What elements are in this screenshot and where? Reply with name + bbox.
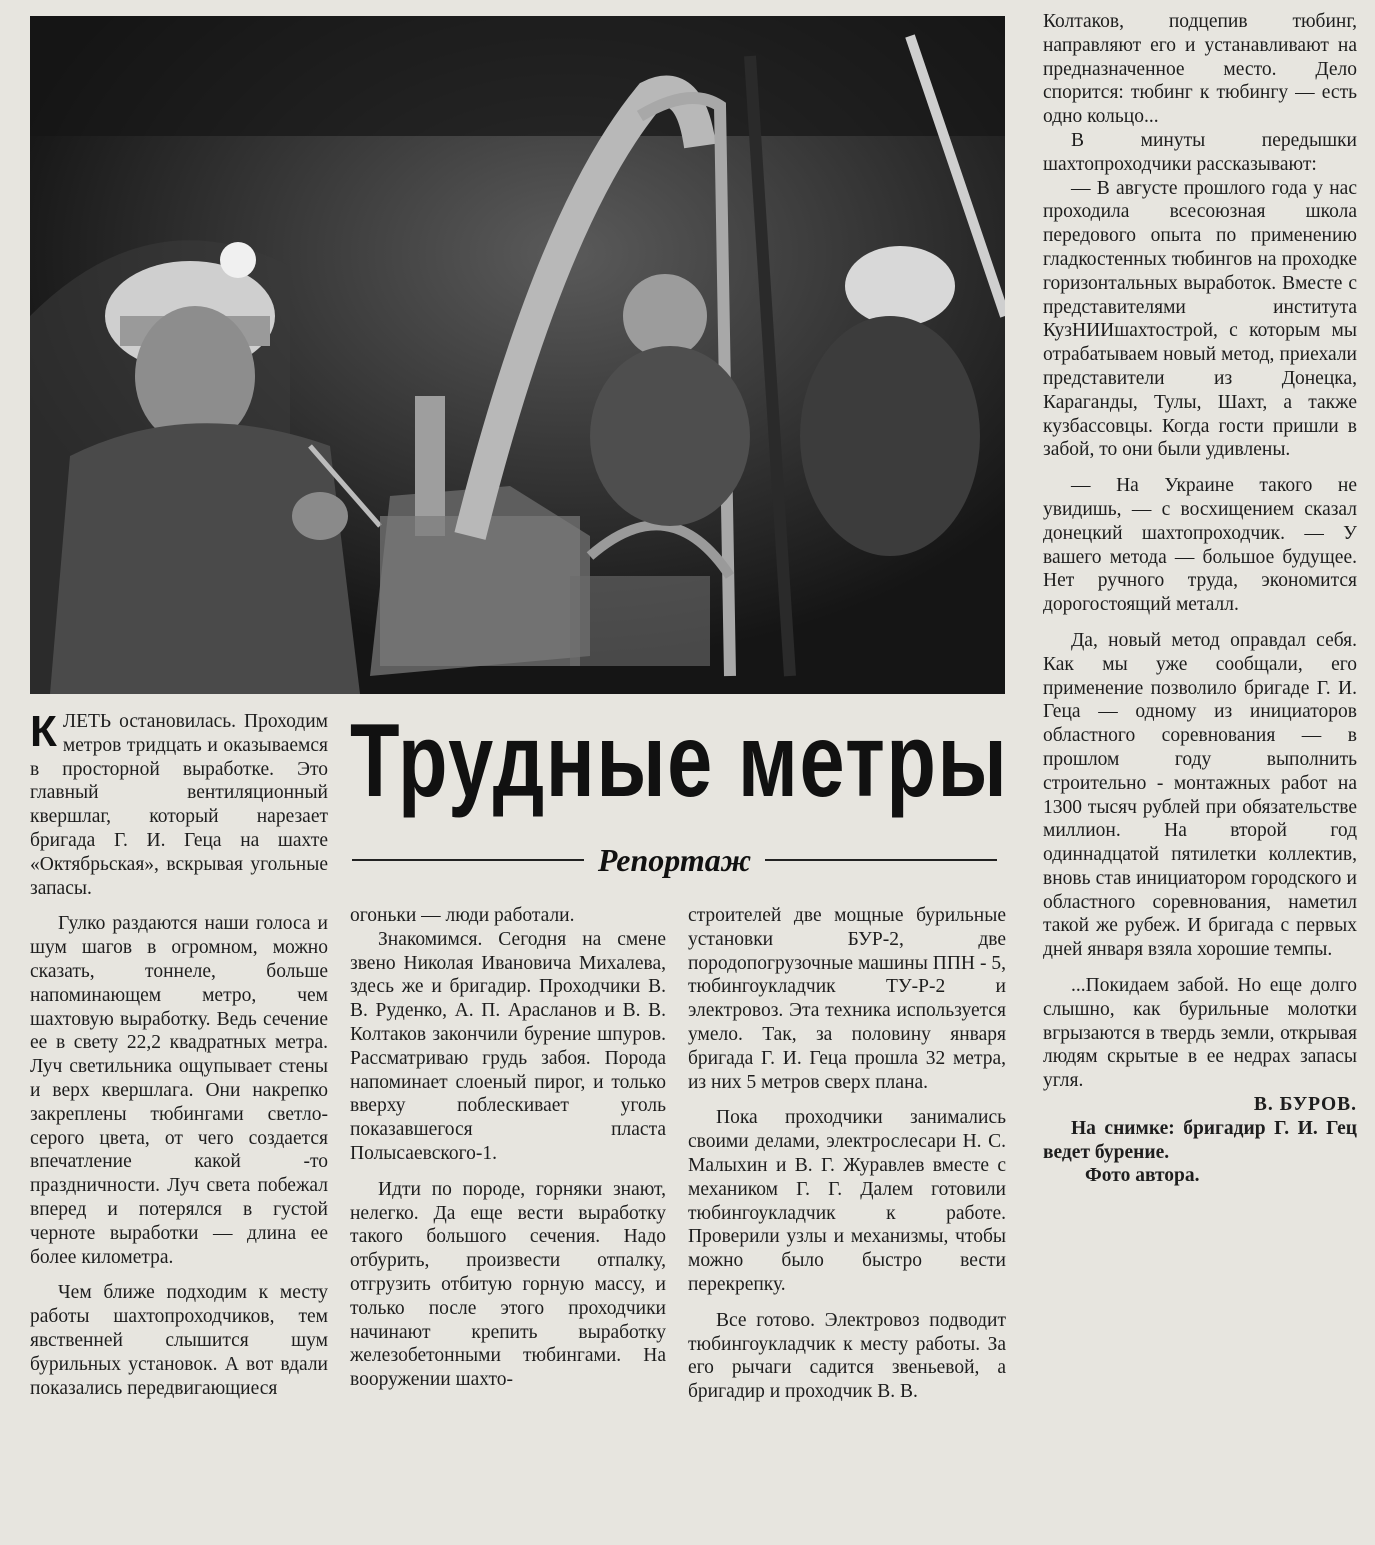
article-photo (30, 16, 1005, 694)
paragraph: Гулко раздаются наши голоса и шум шагов в огромном, можно сказать, тоннеле, больше напоминающем метро, чем шахтовую выработку. Ведь сечение ее в свету 22,2 квадратных метра. Луч светильника ощупывает стены и верх квершлага. Они накрепко закреплены тюбингами светло-серого цвета, от чего создается впечатление какой -то праздничности. Луч света побежал вперед и потерялся в густой черноте выработки — длина ее более километра. (30, 913, 328, 1268)
paragraph-text: ЛЕТЬ остановилась. Проходим метров тридцать и оказываемся в просторной выработке. Это главный вентиляционный квершлаг, который нарезает бригада Г. И. Геца на шахте «Октябрьская», вскрывая угольные запасы. (30, 711, 328, 899)
paragraph: Да, новый метод оправдал себя. Как мы уже сообщали, его применение позволило бригаде Г. И. Геца — одному из инициаторов областного соревнования — в прошлом году выполнить строительно - монтажных работ на 1300 тысяч рублей при обязательстве миллион. На второй год одиннадцатой пятилетки коллектив, вновь став инициатором городского и областного соревнования, наметил такой же рубеж. И бригада с первых дней января взяла хорошие темпы. (1043, 629, 1357, 961)
dropcap: К (30, 707, 57, 756)
paragraph: Идти по породе, горняки знают, нелегко. Да еще вести выработку такого большого сечения. Надо отбурить, произвести отпалку, отгрузить отбитую горную массу, и только после этого проходчики начинают крепить выработку железобетонными тюбингами. На вооружении шахто- (350, 1178, 666, 1391)
column-4 (1043, 10, 1357, 1188)
photo-illustration (30, 16, 1005, 694)
column-2 (350, 904, 666, 1392)
column-1 (30, 707, 328, 1400)
paragraph: Все готово. Электровоз подводит тюбингоукладчик к месту работы. За его рычаги садится звеньевой, а бригадир и проходчик В. В. (688, 1309, 1006, 1403)
paragraph: строителей две мощные бурильные установки БУР-2, две породопогрузочные машины ППН - 5, тюбингоукладчик ТУ-Р-2 и электровоз. Эта техника используется умело. Так, за половину января бригада Г. И. Геца прошла 32 метра, из них 5 метров сверх плана. (688, 905, 1006, 1093)
paragraph: Пока проходчики занимались своими делами, электрослесари Н. С. Малыхин и В. Г. Журавлев вместе с механиком Г. Г. Далем готовили тюбингоукладчик к работе. Проверили узлы и механизмы, чтобы можно было быстро вести перекрепку. (688, 1107, 1006, 1295)
rubric-rule-right (765, 859, 997, 861)
paragraph: огоньки — люди работали. (350, 905, 575, 926)
paragraph: Колтаков, подцепив тюбинг, направляют его и устанавливают на предназначенное место. Дело спорится: тюбинг к тюбингу — есть одно кольцо... (1043, 11, 1357, 128)
paragraph: Знакомимся. Сегодня на смене звено Николая Ивановича Михалева, здесь же и бригадир. Проходчики В. В. Руденко, А. П. Арасланов и В. В. Колтаков закончили бурение шпуров. Рассматриваю грудь забоя. Порода напоминает слоеный пирог, и только вверху поблескивает уголь показавшегося пласта Полысаевского-1. (350, 928, 666, 1164)
paragraph: ...Покидаем забой. Но еще долго слышно, как бурильные молотки вгрызаются в твердь земли, открывая людям скрытые в ее недрах запасы угля. (1043, 975, 1357, 1092)
paragraph: Чем ближе подходим к месту работы шахтопроходчиков, тем явственней слышится шум бурильных установок. А вот вдали показались передвигающиеся (30, 1282, 328, 1399)
article-rubric (352, 840, 997, 880)
rubric-label: Репортаж (597, 841, 752, 878)
article-headline: Трудные метры (350, 703, 1009, 819)
paragraph: — В августе прошлого года у нас проходила всесоюзная школа передового опыта по применению гладкостенных тюбингов на проходке горизонтальных выработок. Вместе с представителями института КузНИИшахтострой, с которым мы отрабатываем новый метод, приехали представители из Донецка, Караганды, Тулы, Шахт, а также кузбассовцы. Когда гости пришли в забой, то они были удивлены. (1043, 177, 1357, 461)
photo-caption: На снимке: бригадир Г. И. Гец ведет бурение. (1043, 1117, 1357, 1163)
photo-credit: Фото автора. (1085, 1165, 1200, 1187)
paragraph (30, 707, 328, 900)
paragraph: В минуты передышки шахтопроходчики рассказывают: (1043, 129, 1357, 175)
column-3 (688, 904, 1006, 1404)
author-signature: В. БУРОВ. (1253, 1094, 1357, 1116)
paragraph: — На Украине такого не увидишь, — с восхищением сказал донецкий шахтопроходчик. — У вашего метода — большое будущее. Нет ручного труда, экономится дорогостоящий металл. (1043, 475, 1357, 616)
rubric-rule-left (352, 859, 584, 861)
